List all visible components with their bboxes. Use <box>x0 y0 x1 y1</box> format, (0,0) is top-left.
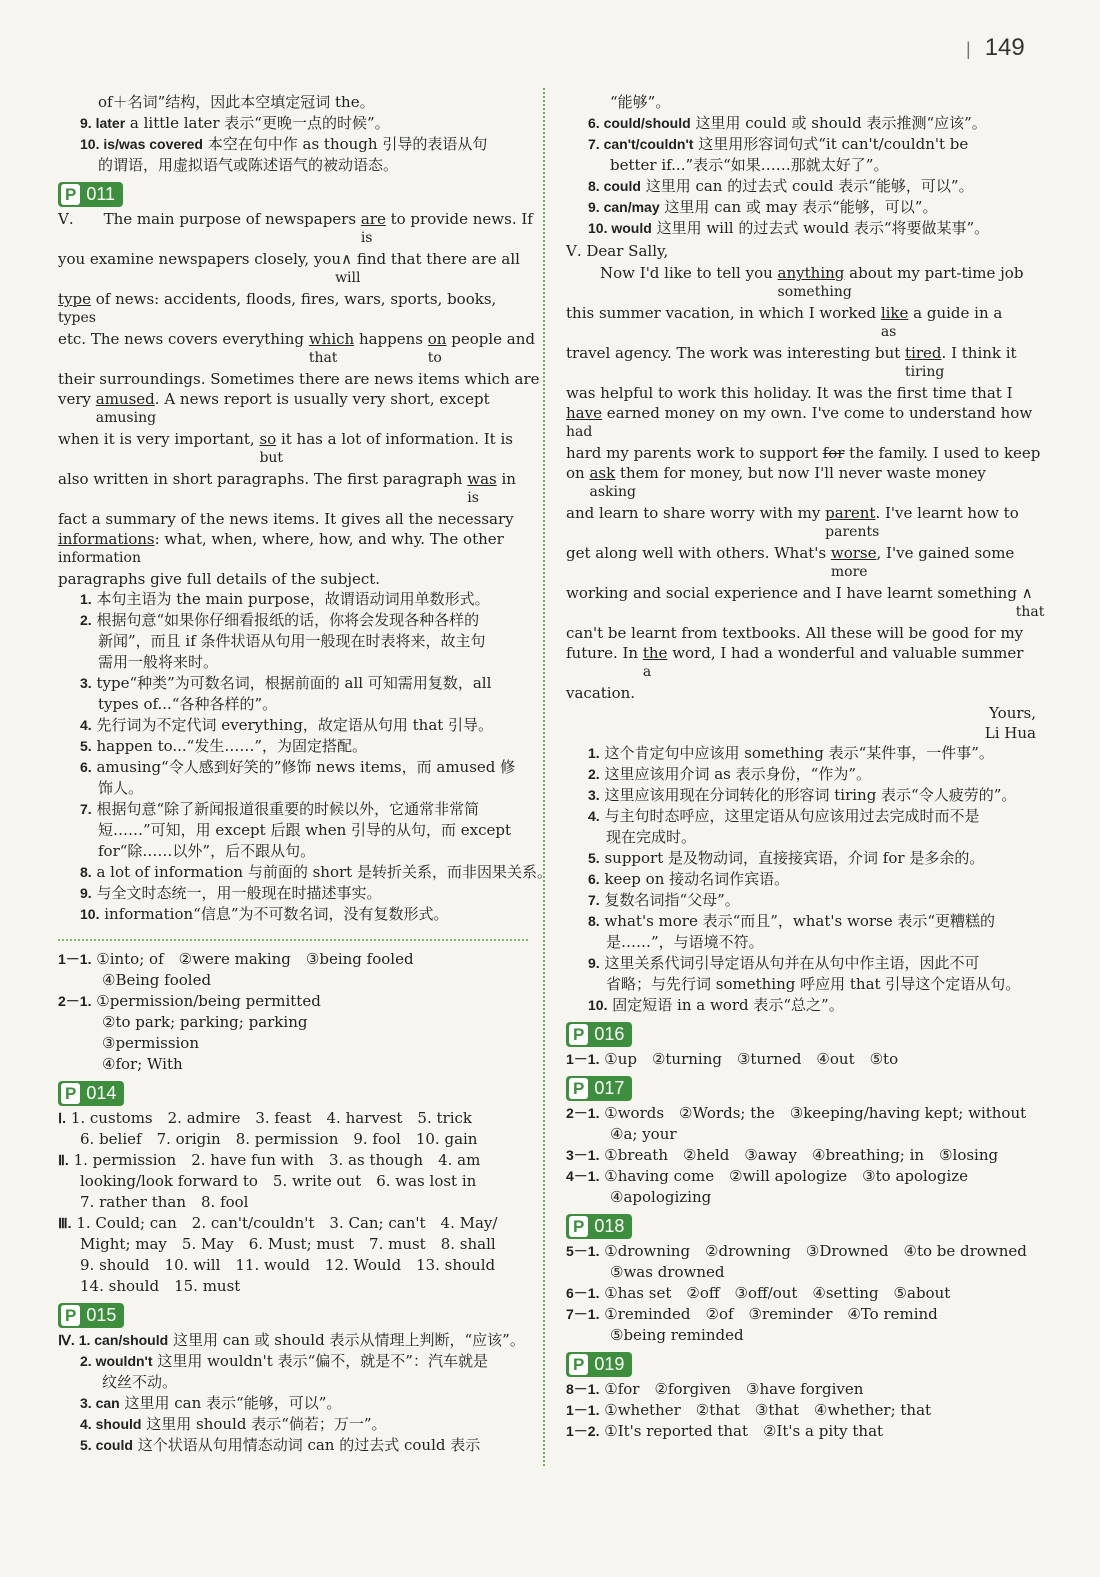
answer-line <box>58 757 528 778</box>
item-text: 与全文时态统一，用一般现在时描述事实。 <box>96 884 382 902</box>
answer-line <box>566 785 1036 806</box>
item-number: 3. can <box>80 1395 120 1411</box>
item-number: 5－1. <box>566 1243 600 1259</box>
answer-line <box>58 1255 528 1276</box>
answer-line <box>566 806 1036 827</box>
section-tag-016: P 016 <box>566 1022 632 1047</box>
answer-line <box>566 1145 1036 1166</box>
answer-line <box>566 1187 1036 1208</box>
item-number: 1－2. <box>566 1423 600 1439</box>
item-number: 4－1. <box>566 1168 600 1184</box>
answer-line <box>566 155 1036 176</box>
answer-line <box>566 1241 1036 1262</box>
answer-line <box>58 991 528 1012</box>
item-number: 2. <box>80 612 92 628</box>
item-number: 3－1. <box>566 1147 600 1163</box>
item-number: 8. <box>80 864 92 880</box>
item-number: 7. can't/couldn't <box>588 136 694 152</box>
item-number: Ⅱ. <box>58 1152 69 1168</box>
item-text: ④Being fooled <box>102 971 212 989</box>
item-number: 2－1. <box>566 1105 600 1121</box>
item-number: 6. could/should <box>588 115 691 131</box>
item-number: 1－1. <box>566 1051 600 1067</box>
answers-016 <box>566 1049 1036 1070</box>
item-text: 14. should 15. must <box>80 1277 241 1295</box>
item-text: 这里用形容词句式“it can't/couldn't be <box>698 135 969 153</box>
item-text: ①up ②turning ③turned ④out ⑤to <box>604 1050 899 1068</box>
item-text: 与主句时态呼应，这里定语从句应该用过去完成时而不是 <box>604 807 980 825</box>
item-text: 1. permission 2. have fun with 3. as though 4. am <box>73 1151 481 1169</box>
item-text: ⑤was drowned <box>610 1263 725 1281</box>
item-text: 复数名词指“父母”。 <box>604 891 740 909</box>
answer-line <box>566 1103 1036 1124</box>
section-tag-011: P 011 <box>58 182 123 207</box>
item-number: 10. would <box>588 220 652 236</box>
answer-line <box>58 1393 528 1414</box>
item-text: 这里用 should 表示“倘若；万一”。 <box>146 1415 387 1433</box>
answers-019 <box>566 1379 1036 1442</box>
item-number: 6. <box>80 759 92 775</box>
item-number: 5. <box>80 738 92 754</box>
item-text: 这里应该用现在分词转化的形容词 tiring 表示“令人疲劳的”。 <box>604 786 1017 804</box>
item-number: 5. could <box>80 1437 133 1453</box>
item-text: 根据句意“除了新闻报道很重要的时候以外，它通常非常简 <box>96 800 480 818</box>
item-text: ④for; With <box>102 1055 183 1073</box>
item-text: 本句主语为 the main purpose，故谓语动词用单数形式。 <box>96 590 490 608</box>
answer-line <box>58 92 528 113</box>
item-text: 新闻”，而且 if 条件状语从句用一般现在时表将来，故主句 <box>98 632 486 650</box>
item-text: support 是及物动词，直接接宾语，介词 for 是多余的。 <box>604 849 985 867</box>
item-number: 1－1. <box>58 951 92 967</box>
answer-line <box>566 1124 1036 1145</box>
item-number: 9. can/may <box>588 199 660 215</box>
answer-line <box>566 1304 1036 1325</box>
item-text: keep on 接动名词作宾语。 <box>604 870 790 888</box>
answer-line <box>566 890 1036 911</box>
answer-line <box>58 1033 528 1054</box>
item-text: 这里用 will 的过去式 would 表示“将要做某事”。 <box>656 219 990 237</box>
answer-line <box>566 1421 1036 1442</box>
answers-017 <box>566 1103 1036 1208</box>
section-tag-014: P 014 <box>58 1081 124 1106</box>
item-text: 这里应该用介词 as 表示身份，“作为”。 <box>604 765 871 783</box>
item-number: 6－1. <box>566 1285 600 1301</box>
answer-line <box>58 113 528 134</box>
answer-line <box>566 218 1036 239</box>
answer-line <box>58 1414 528 1435</box>
answer-line <box>58 1351 528 1372</box>
item-text: 根据句意“如果你仔细看报纸的话，你将会发现各种各样的 <box>96 611 480 629</box>
answer-line <box>566 1400 1036 1421</box>
answer-line <box>58 949 528 970</box>
item-text: of＋名词”结构，因此本空填定冠词 the。 <box>98 93 375 111</box>
answer-line <box>58 1372 528 1393</box>
item-number: 4. <box>80 717 92 733</box>
answer-line <box>58 1150 528 1171</box>
item-text: 这里用 can 的过去式 could 表示“能够，可以”。 <box>645 177 974 195</box>
item-text: 这里关系代词引导定语从句并在从句中作主语，因此不可 <box>604 954 980 972</box>
answer-line <box>566 113 1036 134</box>
item-text: 需用一般将来时。 <box>98 653 219 671</box>
item-text: 是……”，与语境不符。 <box>606 933 764 951</box>
item-number: 9. later <box>80 115 126 131</box>
item-number: 3. <box>80 675 92 691</box>
item-text: ①breath ②held ③away ④breathing; in ⑤losing <box>604 1146 999 1164</box>
item-number: Ⅲ. <box>58 1215 72 1231</box>
essay-notes <box>58 589 552 925</box>
item-text: Might; may 5. May 6. Must; must 7. must 8. shall <box>80 1235 496 1253</box>
item-number: 4. <box>588 808 600 824</box>
answer-line <box>58 1330 528 1351</box>
item-text: ①drowning ②drowning ③Drowned ④to be drowned <box>604 1242 1027 1260</box>
answer-line <box>566 1325 1036 1346</box>
item-number: 1. <box>80 591 92 607</box>
answer-line <box>58 1192 528 1213</box>
item-text: 省略；与先行词 something 呼应用 that 引导这个定语从句。 <box>606 975 1021 993</box>
item-number: 9. <box>588 955 600 971</box>
item-number: 2. wouldn't <box>80 1353 153 1369</box>
letter-notes <box>566 743 1036 1016</box>
answer-line <box>566 827 1036 848</box>
answer-line <box>566 1283 1036 1304</box>
answer-line <box>566 932 1036 953</box>
answer-line <box>58 134 528 155</box>
item-text: a lot of information 与前面的 short 是转折关系，而非因果关系。 <box>96 863 552 881</box>
item-number: 9. <box>80 885 92 901</box>
item-number: Ⅳ. 1. can/should <box>58 1332 169 1348</box>
answers-014 <box>58 1108 528 1297</box>
answer-line <box>58 799 528 820</box>
answers-continued-right <box>566 92 1036 239</box>
item-text: ①words ②Words; the ③keeping/having kept; without <box>604 1104 1027 1122</box>
answer-line <box>58 694 528 715</box>
item-text: ①permission/being permitted <box>96 992 321 1010</box>
item-number: 2. <box>588 766 600 782</box>
error-correction-essay: Ⅴ. The main purpose of newspapers are is to provide news. If you examine newspapers closely, you∧ will find that there are all type types of news: accidents, floods, fires, wars, sports, books, etc. The news covers everything which that happens on to people and their surroundings. Sometimes there are news items which are very amused amusing . A news report is usually very short, except when it is very important, so but it has a lot of information. It is also written in short paragraphs. The first paragraph was is in fact a summary of the news items. It gives all the necessary informations information : what, when, where, how, and why. The other paragraphs give full details of the subject. <box>58 210 540 588</box>
section-tag-015: P 015 <box>58 1303 124 1328</box>
item-text: 这里用 can 或 may 表示“能够，可以”。 <box>664 198 938 216</box>
left-column <box>58 92 552 1456</box>
answer-line <box>58 673 528 694</box>
item-text: a little later 表示“更晚一点的时候”。 <box>129 114 390 132</box>
item-number: 8. <box>588 913 600 929</box>
item-text: “能够”。 <box>610 93 671 111</box>
item-text: 这里用 wouldn't 表示“偏不，就是不”：汽车就是 <box>157 1352 488 1370</box>
answers-015 <box>58 1330 528 1456</box>
answer-line <box>58 715 528 736</box>
item-text: ①It's reported that ②It's a pity that <box>604 1422 884 1440</box>
answer-line <box>566 1262 1036 1283</box>
item-text: ①whether ②that ③that ④whether; that <box>604 1401 932 1419</box>
answer-line <box>58 1129 528 1150</box>
page-number: | 149 <box>966 34 1025 61</box>
item-number: 7. <box>80 801 92 817</box>
section-tag-017: P 017 <box>566 1076 632 1101</box>
answer-line <box>566 1049 1036 1070</box>
item-text: amusing“令人感到好笑的”修饰 news items，而 amused 修 <box>96 758 516 776</box>
answer-line <box>566 197 1036 218</box>
item-number: 6. <box>588 871 600 887</box>
answer-line <box>58 1213 528 1234</box>
item-text: 短……”可知，用 except 后跟 when 引导的从句，而 except <box>98 821 512 839</box>
item-text: 本空在句中作 as though 引导的表语从句 <box>207 135 488 153</box>
answer-line <box>58 1435 528 1456</box>
answer-line <box>58 970 528 991</box>
item-number: 3. <box>588 787 600 803</box>
answer-line <box>566 869 1036 890</box>
item-text: ①having come ②will apologize ③to apologize <box>604 1167 969 1185</box>
answer-line <box>58 883 528 904</box>
item-text: 现在完成时。 <box>606 828 697 846</box>
answer-line <box>566 176 1036 197</box>
item-text: ②to park; parking; parking <box>102 1013 308 1031</box>
item-text: 饰人。 <box>98 779 144 797</box>
answer-line <box>566 92 1036 113</box>
item-text: 固定短语 in a word 表示“总之”。 <box>612 996 844 1014</box>
item-text: ④a; your <box>610 1125 677 1143</box>
item-number: 7. <box>588 892 600 908</box>
section-tag-018: P 018 <box>566 1214 632 1239</box>
right-column <box>566 92 1045 1442</box>
item-number: 8－1. <box>566 1381 600 1397</box>
answer-line <box>58 736 528 757</box>
item-text: 这里用 could 或 should 表示推测“应该”。 <box>695 114 987 132</box>
item-number: Ⅰ. <box>58 1110 67 1126</box>
answer-line <box>566 134 1036 155</box>
item-text: what's more 表示“而且”，what's worse 表示“更糟糕的 <box>604 912 996 930</box>
answer-line <box>58 1234 528 1255</box>
item-text: happen to...“发生……”，为固定搭配。 <box>96 737 368 755</box>
answer-line <box>58 589 528 610</box>
item-number: 1－1. <box>566 1402 600 1418</box>
item-number: 1. <box>588 745 600 761</box>
answer-line <box>566 743 1036 764</box>
item-text: ③permission <box>102 1034 200 1052</box>
answers-block <box>58 949 528 1075</box>
item-text: types of...“各种各样的”。 <box>98 695 278 713</box>
item-number: 4. should <box>80 1416 142 1432</box>
answers-continued <box>58 92 528 176</box>
item-text: 的谓语，用虚拟语气或陈述语气的被动语态。 <box>98 156 399 174</box>
item-text: ⑤being reminded <box>610 1326 744 1344</box>
item-text: 6. belief 7. origin 8. permission 9. fool 10. gain <box>80 1130 478 1148</box>
answer-line <box>58 820 528 841</box>
section-tag-019: P 019 <box>566 1352 632 1377</box>
answer-line <box>566 911 1036 932</box>
item-text: 9. should 10. will 11. would 12. Would 13. should <box>80 1256 496 1274</box>
answer-line <box>58 1012 528 1033</box>
item-number: 10. <box>588 997 608 1013</box>
item-text: type“种类”为可数名词，根据前面的 all 可知需用复数，all <box>96 674 492 692</box>
answer-line <box>58 1171 528 1192</box>
item-number: 10. <box>80 906 100 922</box>
item-text: ①into; of ②were making ③being fooled <box>96 950 414 968</box>
item-text: ①has set ②off ③off/out ④setting ⑤about <box>604 1284 951 1302</box>
answer-line <box>566 1166 1036 1187</box>
item-text: better if...”表示“如果……那就太好了”。 <box>610 156 889 174</box>
item-number: 10. is/was covered <box>80 136 203 152</box>
answer-line <box>58 862 552 883</box>
item-text: 这里用 can 表示“能够，可以”。 <box>124 1394 342 1412</box>
item-text: ④apologizing <box>610 1188 712 1206</box>
item-text: looking/look forward to 5. write out 6. was lost in <box>80 1172 477 1190</box>
answer-line <box>58 1276 528 1297</box>
answer-line <box>566 1379 1036 1400</box>
answer-line <box>566 764 1036 785</box>
item-number: 8. could <box>588 178 641 194</box>
item-text: ①for ②forgiven ③have forgiven <box>604 1380 864 1398</box>
answer-line <box>58 1108 528 1129</box>
answer-line <box>58 610 528 631</box>
answer-line <box>566 974 1036 995</box>
answer-line <box>58 631 528 652</box>
item-text: 这个肯定句中应该用 something 表示“某件事，一件事”。 <box>604 744 994 762</box>
answer-line <box>566 995 1036 1016</box>
section-divider <box>58 939 528 941</box>
item-text: information“信息”为不可数名词，没有复数形式。 <box>104 905 449 923</box>
item-text: for“除……以外”，后不跟从句。 <box>98 842 316 860</box>
answer-line <box>58 904 528 925</box>
answer-line <box>58 1054 528 1075</box>
item-number: 5. <box>588 850 600 866</box>
answers-018 <box>566 1241 1036 1346</box>
answer-line <box>566 953 1036 974</box>
item-number: 7－1. <box>566 1306 600 1322</box>
answer-line <box>58 778 528 799</box>
answer-line <box>58 652 528 673</box>
item-text: 1. Could; can 2. can't/couldn't 3. Can; can't 4. May/ <box>76 1214 498 1232</box>
letter-correction: Ⅴ. Dear Sally, Now I'd like to tell you anything something about my part-time job this summer vacation, in which I worked like as a guide in a travel agency. The work was interesting but tired tiring . I think it was helpful to work this holiday. It was the first time that I have had earned money on my own. I've come to understand how hard my parents work to support for the family. I used to keep on ask asking them for money, but now I'll never waste money and learn to share worry with my parent parents . I've learnt how to get along well with others. What's worse more , I've gained some working and social experience and I have learnt something ∧ that can't be learnt from textbooks. All these will be good for my future. In the a word, I had a wonderful and valuable summer vacation. Yours, Li Hua <box>566 242 1045 742</box>
item-text: 纹丝不动。 <box>102 1373 178 1391</box>
item-text: 先行词为不定代词 everything，故定语从句用 that 引导。 <box>96 716 494 734</box>
item-text: 这个状语从句用情态动词 can 的过去式 could 表示 <box>137 1436 481 1454</box>
item-text: ①reminded ②of ③reminder ④To remind <box>604 1305 938 1323</box>
column-divider <box>543 88 545 1466</box>
answer-line <box>566 848 1036 869</box>
item-text: 7. rather than 8. fool <box>80 1193 249 1211</box>
item-number: 2－1. <box>58 993 92 1009</box>
item-text: 1. customs 2. admire 3. feast 4. harvest 5. trick <box>70 1109 472 1127</box>
answer-line <box>58 155 528 176</box>
answer-line <box>58 841 528 862</box>
item-text: 这里用 can 或 should 表示从情理上判断，“应该”。 <box>172 1331 525 1349</box>
